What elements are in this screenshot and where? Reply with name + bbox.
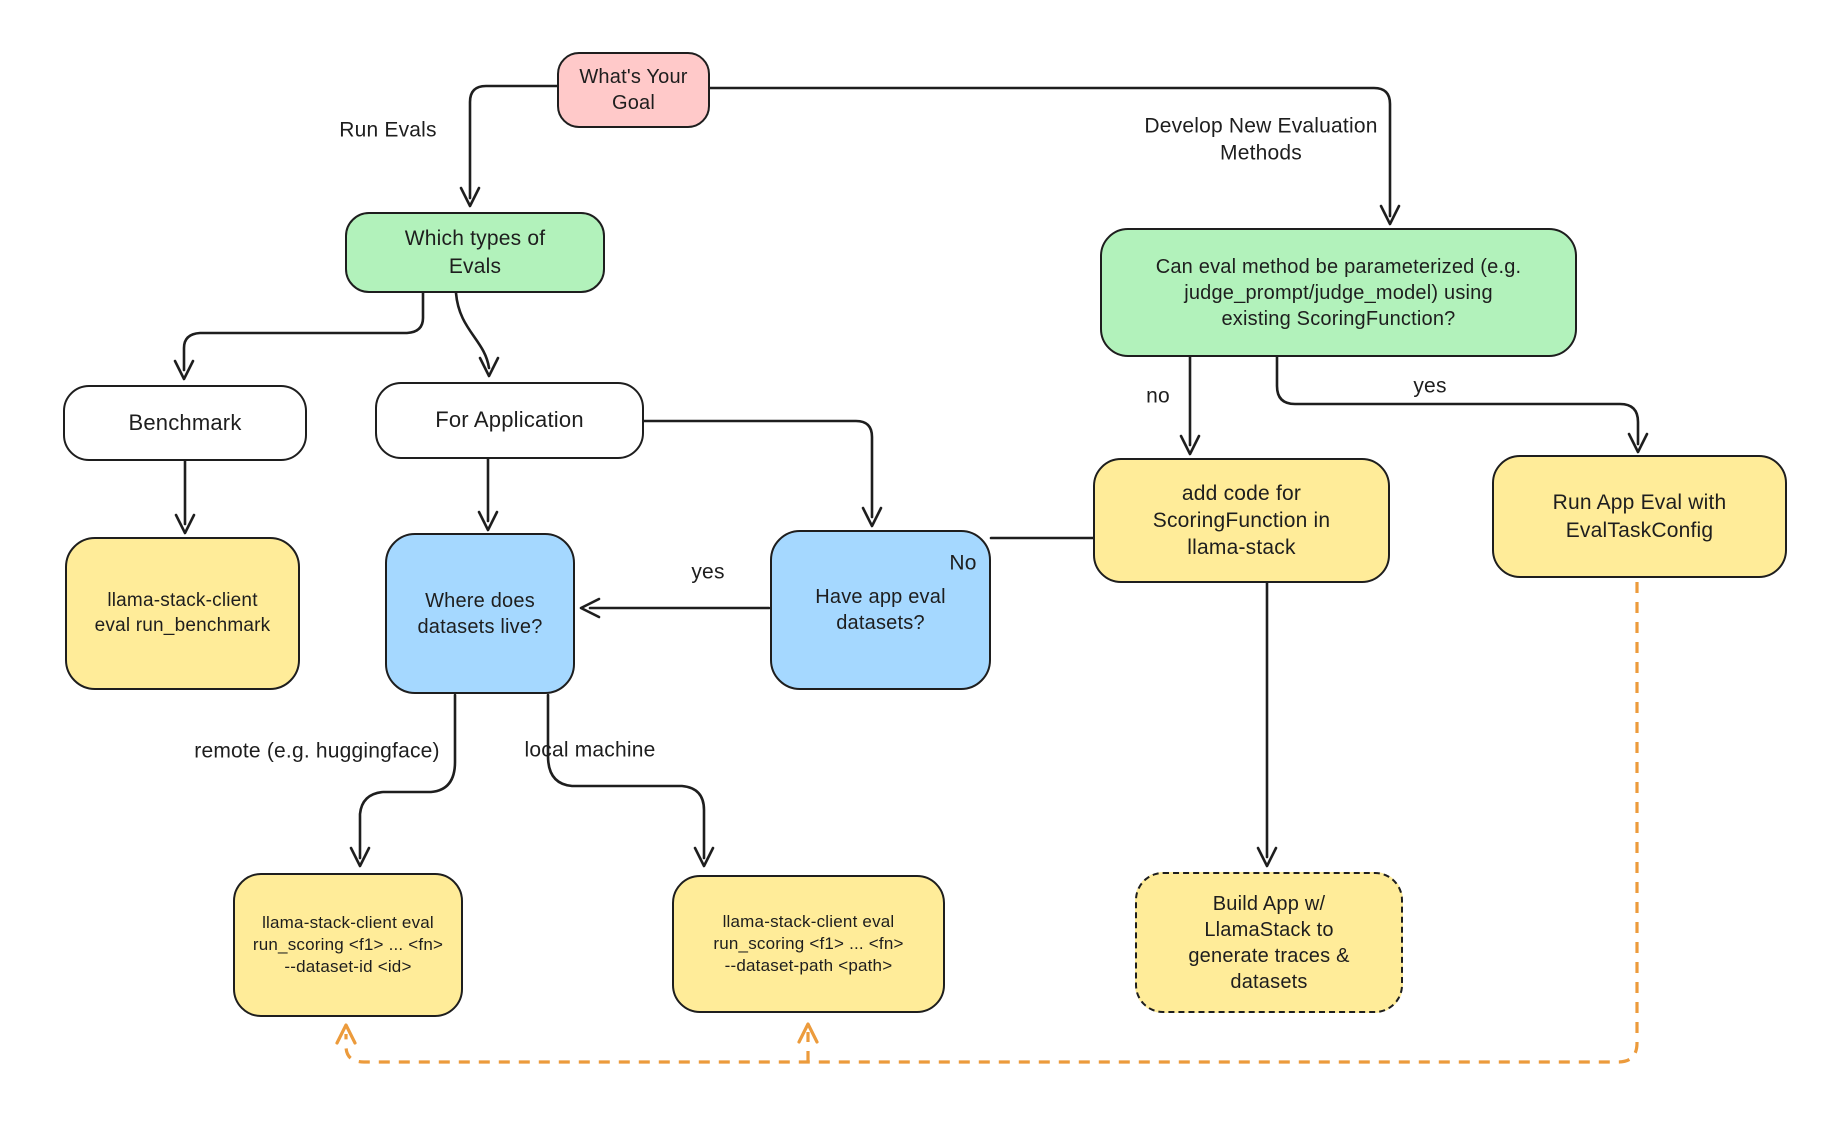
node-run-benchmark-cmd: llama-stack-client eval run_benchmark — [65, 537, 300, 690]
edge-label-local-machine: local machine — [524, 738, 656, 762]
arrow-where-to-dataset-path — [548, 695, 713, 866]
edge-label-yes-have-datasets: yes — [691, 560, 725, 584]
arrow-which-to-benchmark — [175, 293, 423, 379]
edge-label-run-evals: Run Evals — [339, 118, 437, 142]
node-have-app-eval-datasets: Have app eval datasets? — [770, 530, 991, 690]
node-which-types-of-evals: Which types of Evals — [345, 212, 605, 293]
edge-label-no-have-datasets: No — [949, 551, 977, 575]
node-run-app-eval: Run App Eval with EvalTaskConfig — [1492, 455, 1787, 578]
edge-label-remote: remote (e.g. huggingface) — [194, 739, 440, 763]
arrow-benchmark-to-cmd — [176, 461, 194, 533]
arrow-for-application-to-have — [644, 421, 881, 526]
node-benchmark: Benchmark — [63, 385, 307, 461]
arrow-for-application-to-where — [479, 459, 497, 530]
edge-label-no-param: no — [1146, 384, 1170, 408]
node-run-scoring-dataset-id: llama-stack-client eval run_scoring <f1> ... <fn> --dataset-id <id> — [233, 873, 463, 1017]
edge-label-yes-param: yes — [1413, 374, 1447, 398]
arrow-which-to-for-application — [456, 293, 498, 376]
arrow-where-to-dataset-id — [351, 695, 455, 866]
node-for-application: For Application — [375, 382, 644, 459]
arrow-can-eval-to-run-app — [1277, 357, 1647, 452]
arrow-can-eval-to-add-code — [1181, 357, 1199, 454]
edge-label-develop-new-methods: Develop New Evaluation Methods — [1144, 114, 1378, 165]
arrow-have-to-build-no — [991, 538, 1276, 866]
node-where-datasets-live: Where does datasets live? — [385, 533, 575, 694]
node-can-eval-method: Can eval method be parameterized (e.g. judge_prompt/judge_model) using existing ScoringFunction? — [1100, 228, 1577, 357]
arrow-have-to-where-yes — [581, 599, 769, 617]
node-build-app-llamastack: Build App w/ LlamaStack to generate traces & datasets — [1135, 872, 1403, 1013]
node-whats-your-goal: What's Your Goal — [557, 52, 710, 128]
node-add-code-scoringfunction: add code for ScoringFunction in llama-stack — [1093, 458, 1390, 583]
arrow-goal-to-which-types — [461, 86, 557, 206]
node-run-scoring-dataset-path: llama-stack-client eval run_scoring <f1> ... <fn> --dataset-path <path> — [672, 875, 945, 1013]
